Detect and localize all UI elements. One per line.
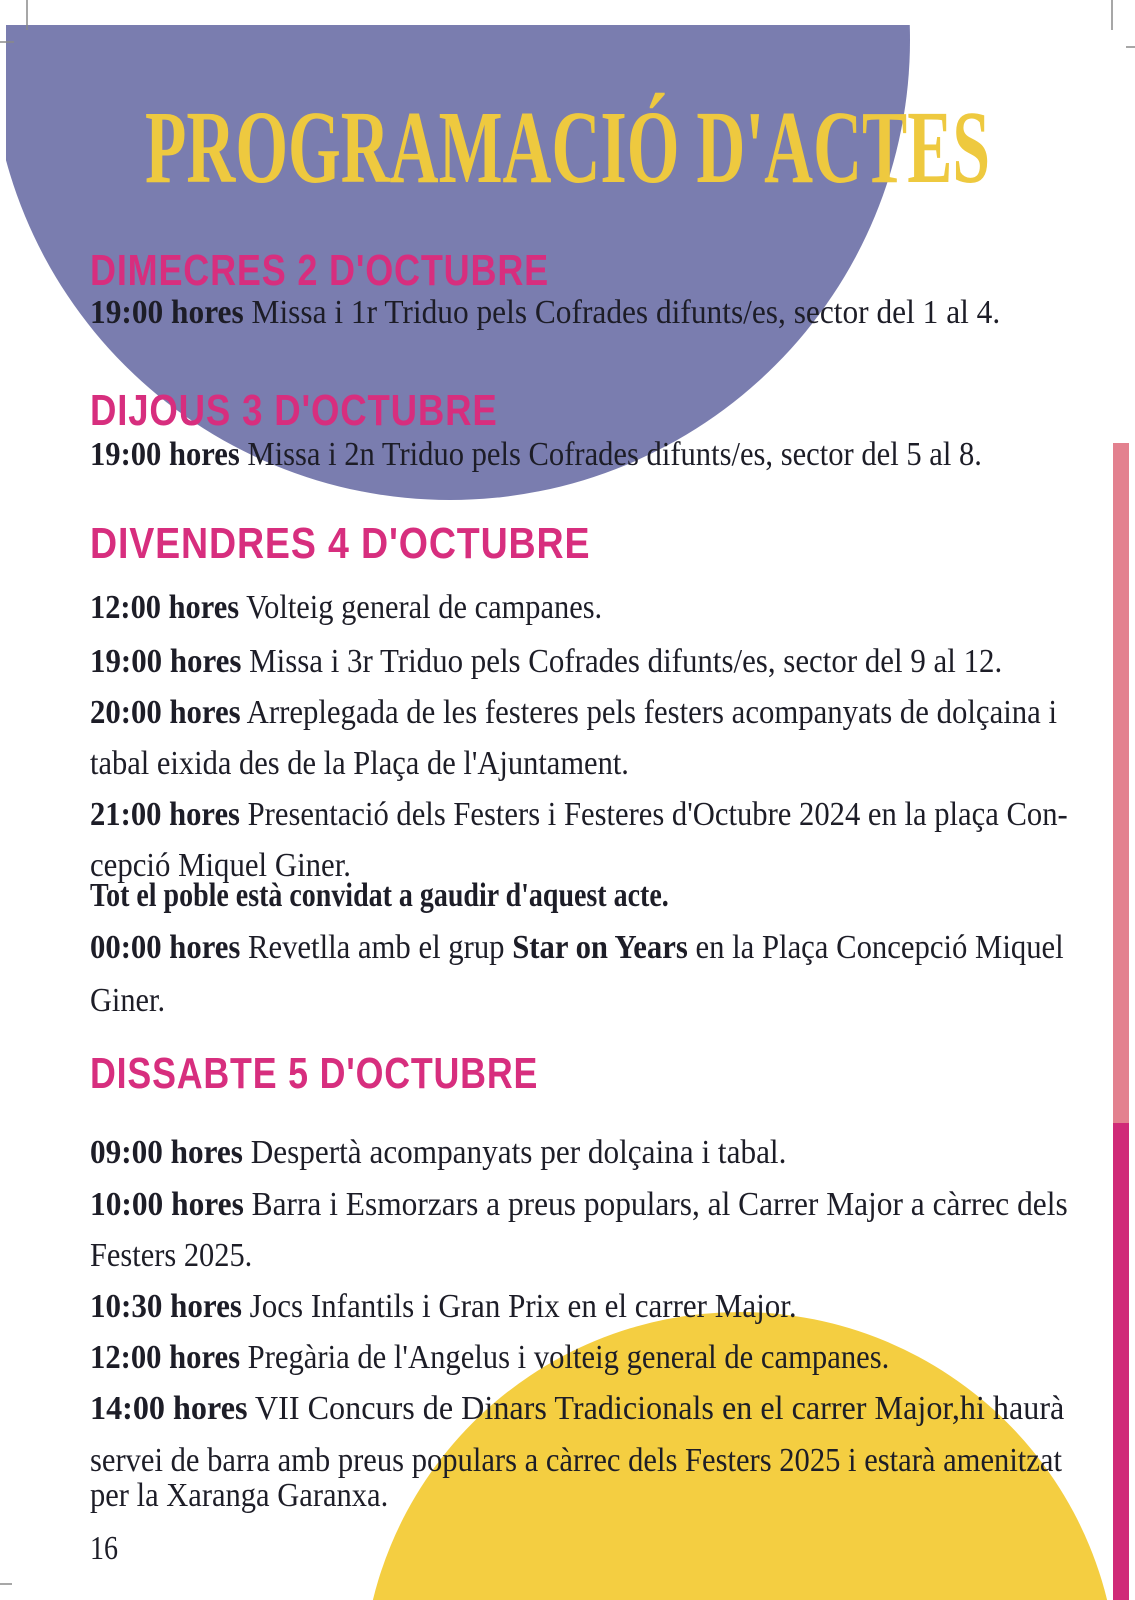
line-time: 19:00 hores: [90, 643, 242, 680]
line-text: VII Concurs de Dinars Tradicionals en el carrer Major,hi haurà: [247, 1390, 1065, 1427]
line-text: Missa i 1r Triduo pels Cofrades difunts/es, sector del 1 al 4.: [243, 294, 1001, 331]
schedule-line: [90, 1286, 865, 1329]
section-header-dimecres: [90, 247, 651, 295]
line-text: per la Xaranga Garanxa.: [90, 1477, 389, 1514]
schedule-line: [90, 1337, 977, 1380]
page-number: [90, 1530, 124, 1568]
schedule-line: [90, 641, 1093, 684]
line-time: 00:00 hores: [90, 929, 241, 966]
schedule-line: [90, 587, 662, 630]
line-text: Volteig general de campanes.: [239, 589, 603, 626]
line-text: Festers 2025.: [90, 1237, 253, 1274]
schedule-line: [90, 1475, 422, 1518]
crop-mark-top-left-horizontal: [0, 41, 14, 43]
line-text: cepció Miquel Giner.: [90, 847, 351, 884]
line-text: Despertà acompanyats per dolçaina i tabal.: [242, 1134, 787, 1171]
line-text: Pregària de l'Angelus i volteig general de campanes.: [240, 1339, 890, 1376]
schedule-line: [90, 1184, 1135, 1227]
crop-mark-bottom-left-horizontal: [0, 1583, 12, 1585]
section-header-text: DIVENDRES 4 D'OCTUBRE: [90, 519, 591, 568]
line-time: 21:00 hores: [90, 796, 240, 833]
line-text: servei de barra amb preus populars a càrrec dels Festers 2025 i estarà amenitzat: [90, 1442, 1062, 1479]
line-time: 12:00 hores: [90, 589, 240, 626]
line-text: tabal eixida des de la Plaça de l'Ajuntament.: [90, 745, 629, 782]
line-text: Giner.: [90, 982, 166, 1019]
line-text: Arreplegada de les festeres pels festers acompanyats de dolçaina i: [240, 694, 1058, 731]
section-header-text: DISSABTE 5 D'OCTUBRE: [90, 1049, 539, 1098]
crop-mark-top-right-vertical: [1111, 0, 1113, 30]
section-header-divendres: [90, 520, 676, 568]
line-time: 12:00 hores: [90, 1339, 241, 1376]
crop-mark-top-left-vertical: [26, 0, 28, 30]
schedule-line: [90, 1388, 1120, 1431]
line-time: 10:30 hores: [90, 1288, 242, 1325]
section-header-dissabte: [90, 1050, 641, 1098]
section-header-text: DIJOUS 3 D'OCTUBRE: [90, 386, 498, 435]
line-text: Missa i 2n Triduo pels Cofrades difunts/es, sector del 5 al 8.: [239, 436, 982, 473]
line-time: 10:00 hores: [90, 1186, 244, 1223]
page-title: [145, 90, 1135, 205]
line-time: 09:00 hores: [90, 1134, 243, 1171]
line-time: 14:00 hores: [90, 1390, 248, 1427]
schedule-line: [90, 794, 1135, 837]
line-strong-text: Tot el poble està convidat a gaudir d'aquest acte.: [90, 877, 669, 914]
schedule-line: [90, 927, 1135, 970]
line-time: 19:00 hores: [90, 436, 240, 473]
schedule-line: [90, 980, 174, 1023]
section-header-dijous: [90, 387, 581, 435]
line-strong-text: Star on Years: [512, 929, 688, 966]
line-text: en la Plaça Concepció Miquel: [687, 929, 1064, 966]
program-text: [90, 0, 1135, 1600]
line-time: 20:00 hores: [90, 694, 241, 731]
section-header-text: DIMECRES 2 D'OCTUBRE: [90, 246, 549, 295]
line-text: Presentació dels Festers i Festeres d'Octubre 2024 en la plaça Con-: [239, 796, 1068, 833]
schedule-line: [90, 1235, 271, 1278]
crop-mark-top-right-horizontal: [1126, 46, 1135, 48]
line-text: Barra i Esmorzars a preus populars, al Carrer Major a càrrec dels: [243, 1186, 1068, 1223]
schedule-line: [90, 743, 691, 786]
line-text: Jocs Infantils i Gran Prix en el carrer Major.: [241, 1288, 797, 1325]
line-time: 19:00 hores: [90, 294, 244, 331]
line-text: Revetlla amb el grup: [240, 929, 513, 966]
schedule-line: [90, 292, 1076, 335]
schedule-line: [90, 1132, 848, 1175]
schedule-line: [90, 434, 1082, 477]
page-title-text: PROGRAMACIÓ D'ACTES: [145, 90, 991, 205]
schedule-line: [90, 692, 1135, 735]
line-text: Missa i 3r Triduo pels Cofrades difunts/es, sector del 9 al 12.: [241, 643, 1003, 680]
page-number-text: 16: [90, 1530, 118, 1567]
schedule-line-invitation: [90, 875, 794, 918]
